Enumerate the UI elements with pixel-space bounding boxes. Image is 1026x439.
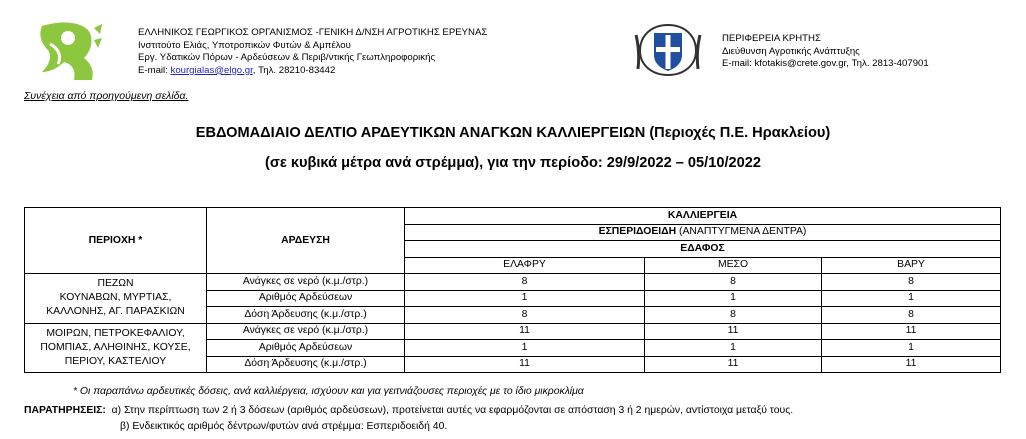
value-light: 8	[405, 307, 645, 324]
notes-label: ΠΑΡΑΤΗΡΗΣΕΙΣ:	[24, 405, 106, 416]
value-light: 11	[405, 356, 645, 373]
header-soil-medium: ΜΕΣΟ	[645, 257, 822, 274]
row-label: Δόση Άρδευσης (κ.μ./στρ.)	[207, 356, 405, 373]
lab-name: Εργ. Υδατικών Πόρων - Αρδεύσεων & Περιβ/ντικής Γεωπληροφορικής	[138, 52, 436, 64]
header-soil: ΕΔΑΦΟΣ	[405, 241, 1001, 258]
row-label: Αριθμός Αρδεύσεων	[207, 290, 405, 307]
header-left-contact	[138, 27, 487, 77]
header-soil-heavy: ΒΑΡΥ	[822, 257, 1001, 274]
value-medium: 8	[645, 307, 822, 324]
directorate-name: Διεύθυνση Αγροτικής Ανάπτυξης	[722, 45, 860, 57]
value-heavy: 11	[822, 323, 1001, 340]
table-row	[25, 274, 1001, 291]
value-medium: 8	[645, 274, 822, 291]
note-a-line	[24, 403, 793, 419]
row-label: Αριθμός Αρδεύσεων	[207, 340, 405, 357]
bulletin-title: ΕΒΔΟΜΑΔΙΑΙΟ ΔΕΛΤΙΟ ΑΡΔΕΥΤΙΚΩΝ ΑΝΑΓΚΩΝ ΚΑΛΛΙΕΡΓΕΙΩΝ (Περιοχές Π.Ε. Ηρακλείου)	[195, 125, 831, 141]
value-light: 8	[405, 274, 645, 291]
header-crops: ΚΑΛΛΙΕΡΓΕΙΑ	[405, 208, 1001, 225]
value-heavy: 8	[822, 307, 1001, 324]
value-heavy: 8	[822, 274, 1001, 291]
org-name: ΕΛΛΗΝΙΚΟΣ ΓΕΩΡΓΙΚΟΣ ΟΡΓΑΝΙΣΜΟΣ -ΓΕΝΙΚΗ Δ/ΝΣΗ ΑΓΡΟΤΙΚΗΣ ΕΡΕΥΝΑΣ	[138, 27, 488, 38]
note-b: β) Ενδεικτικός αριθμός δέντρων/φυτών ανά στρέμμα: Εσπεριδοειδή 40.	[120, 421, 448, 432]
header-crop-name: ΕΣΠΕΡΙΔΟΕΙΔΗ (ΑΝΑΠΤΥΓΜΕΝΑ ΔΕΝΤΡΑ)	[405, 224, 1001, 241]
header-right-contact	[722, 33, 929, 71]
value-medium: 1	[645, 340, 822, 357]
header-irrigation: ΑΡΔΕΥΣΗ	[207, 208, 405, 274]
header-soil-light: ΕΛΑΦΡΥ	[405, 257, 645, 274]
footnote: * Οι παραπάνω αρδευτικές δόσεις, ανά καλλιέργεια, ισχύουν και για γειτνιάζουσες περιοχές με το ίδιο μικροκλίμα	[73, 386, 584, 397]
value-light: 1	[405, 340, 645, 357]
header-region: ΠΕΡΙΟΧΗ *	[25, 208, 207, 274]
row-label: Δόση Άρδευσης (κ.μ./στρ.)	[207, 307, 405, 324]
elgo-logo	[32, 20, 104, 82]
region-name: ΠΕΡΙΦΕΡΕΙΑ ΚΡΗΤΗΣ	[722, 33, 821, 44]
email-link[interactable]: kourgialas@elgo.gr	[170, 64, 253, 76]
region-cell: ΜΟΙΡΩΝ, ΠΕΤΡΟΚΕΦΑΛΙΟΥ, ΠΟΜΠΙΑΣ, ΑΛΗΘΙΝΗΣ, ΚΟΥΣΕ, ΠΕΡΙΟΥ, ΚΑΣΤΕΛΙΟΥ	[25, 323, 207, 373]
row-label: Ανάγκες σε νερό (κ.μ./στρ.)	[207, 323, 405, 340]
row-label: Ανάγκες σε νερό (κ.μ./στρ.)	[207, 274, 405, 291]
note-a: α) Στην περίπτωση των 2 ή 3 δόσεων (αριθμός αρδεύσεων), προτείνεται αυτές να εφαρμόζονται σε απόσταση 3 ή 2 ημερών, αντίστοιχα μεταξύ τους.	[111, 405, 794, 416]
institute-name: Ινστιτούτο Ελιάς, Υποτροπικών Φυτών & Αμπέλου	[138, 39, 351, 51]
bulletin-subtitle: (σε κυβικά μέτρα ανά στρέμμα), για την περίοδο: 29/9/2022 – 05/10/2022	[265, 155, 761, 171]
continued-note: Συνέχεια από προηγούμενη σελίδα.	[24, 90, 189, 102]
table-row	[25, 323, 1001, 340]
contact-line: E-mail: kourgialas@elgo.gr, Τηλ. 28210-83442	[138, 64, 336, 76]
value-medium: 11	[645, 323, 822, 340]
value-medium: 11	[645, 356, 822, 373]
greek-emblem-logo	[630, 21, 706, 79]
value-light: 11	[405, 323, 645, 340]
irrigation-table	[24, 207, 1001, 373]
notes-block	[24, 403, 793, 435]
value-heavy: 1	[822, 290, 1001, 307]
value-heavy: 1	[822, 340, 1001, 357]
value-medium: 1	[645, 290, 822, 307]
value-light: 1	[405, 290, 645, 307]
region-cell: ΠΕΖΩΝ ΚΟΥΝΑΒΩΝ, ΜΥΡΤΙΑΣ, ΚΑΛΛΟΝΗΣ, ΑΓ. ΠΑΡΑΣΚΙΩΝ	[25, 274, 207, 324]
region-contact-line: E-mail: kfotakis@crete.gov.gr, Τηλ. 2813-407901	[722, 58, 929, 70]
value-heavy: 11	[822, 356, 1001, 373]
